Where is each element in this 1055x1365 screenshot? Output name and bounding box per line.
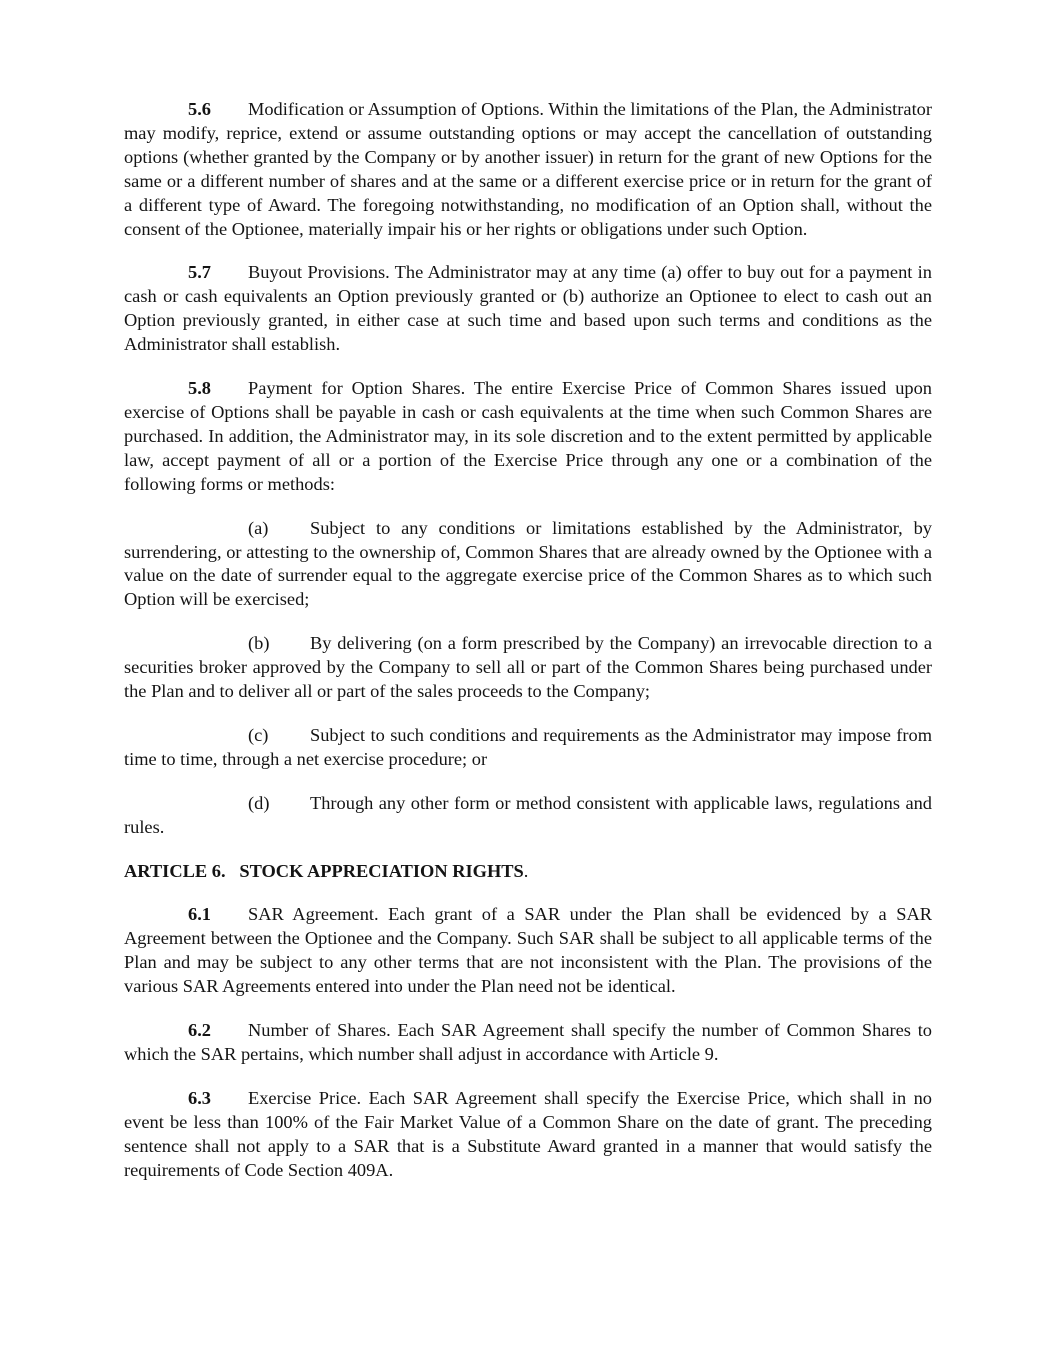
subsection-c <box>124 724 932 772</box>
subsection-text: By delivering (on a form prescribed by the Company) an irrevocable direction to a securities broker approved by the Company to sell all or part of the Common Shares being purchased under the Plan and to deliver all or part of the sales proceeds to the Company; <box>124 633 932 702</box>
section-number: 5.6 <box>188 99 211 119</box>
subsection-label: (c) <box>248 724 269 745</box>
subsection-d <box>124 792 932 840</box>
section-text: Number of Shares. Each SAR Agreement shall specify the number of Common Shares to which the SAR pertains, which number shall adjust in accordance with Article 9. <box>124 1020 932 1064</box>
document-page <box>124 98 932 1203</box>
subsection-label: (a) <box>248 517 269 538</box>
section-5-7 <box>124 261 932 357</box>
subsection-text: Subject to any conditions or limitations established by the Administrator, by surrendering, or attesting to the ownership of, Common Shares that are already owned by the Optionee with a value on the date of surrender equal to the aggregate exercise price of the Common Shares as to which such Option will be exercised; <box>124 517 932 610</box>
section-6-1 <box>124 903 932 999</box>
section-text: SAR Agreement. Each grant of a SAR under the Plan shall be evidenced by a SAR Agreement between the Optionee and the Company. Such SAR shall be subject to all applicable terms of the Plan and may be subject to any other terms that are not inconsistent with the Plan. The provisions of the various SAR Agreements entered into under the Plan need not be identical. <box>124 904 932 997</box>
section-text: Modification or Assumption of Options. Within the limitations of the Plan, the Administrator may modify, reprice, extend or assume outstanding options or may accept the cancellation of outstanding options (whether granted by the Company or by another issuer) in return for the grant of new Options for the same or a different number of shares and at the same or a different exercise price or in return for the grant of a different type of Award. The foregoing notwithstanding, no modification of an Option shall, without the consent of the Optionee, materially impair his or her rights or obligations under such Option. <box>124 99 932 239</box>
section-number: 6.2 <box>188 1020 211 1041</box>
section-6-2 <box>124 1019 932 1067</box>
article-6-heading <box>124 860 932 884</box>
subsection-text: Through any other form or method consistent with applicable laws, regulations and rules. <box>124 792 932 837</box>
section-6-3 <box>124 1087 932 1183</box>
subsection-b <box>124 632 932 704</box>
article-heading-period: . <box>523 860 529 881</box>
article-heading-text: ARTICLE 6. STOCK APPRECIATION RIGHTS <box>124 860 524 881</box>
section-5-6 <box>124 98 932 241</box>
section-text: Payment for Option Shares. The entire Exercise Price of Common Shares issued upon exercise of Options shall be payable in cash or cash equivalents at the time when such Common Shares are purchased. In addition, the Administrator may, in its sole discretion and to the extent permitted by applicable law, accept payment of all or a portion of the Exercise Price through any one or a combination of the following forms or methods: <box>124 378 932 494</box>
subsection-label: (d) <box>248 792 270 813</box>
section-number: 5.7 <box>188 262 211 283</box>
section-text: Exercise Price. Each SAR Agreement shall specify the Exercise Price, which shall in no event be less than 100% of the Fair Market Value of a Common Share on the date of grant. The preceding sentence shall not apply to a SAR that is a Substitute Award granted in a manner that would satisfy the requirements of Code Section 409A. <box>124 1087 932 1180</box>
section-number: 6.1 <box>188 904 211 925</box>
subsection-text: Subject to such conditions and requirements as the Administrator may impose from time to time, through a net exercise procedure; or <box>124 724 932 769</box>
section-number: 6.3 <box>188 1087 211 1108</box>
subsection-label: (b) <box>248 633 270 654</box>
section-number: 5.8 <box>188 378 211 399</box>
subsection-a <box>124 517 932 613</box>
section-5-8 <box>124 377 932 497</box>
section-text: Buyout Provisions. The Administrator may at any time (a) offer to buy out for a payment in cash or cash equivalents an Option previously granted or (b) authorize an Optionee to elect to cash out an Option previously granted, in either case at such time and based upon such terms and conditions as the Administrator shall establish. <box>124 262 932 355</box>
